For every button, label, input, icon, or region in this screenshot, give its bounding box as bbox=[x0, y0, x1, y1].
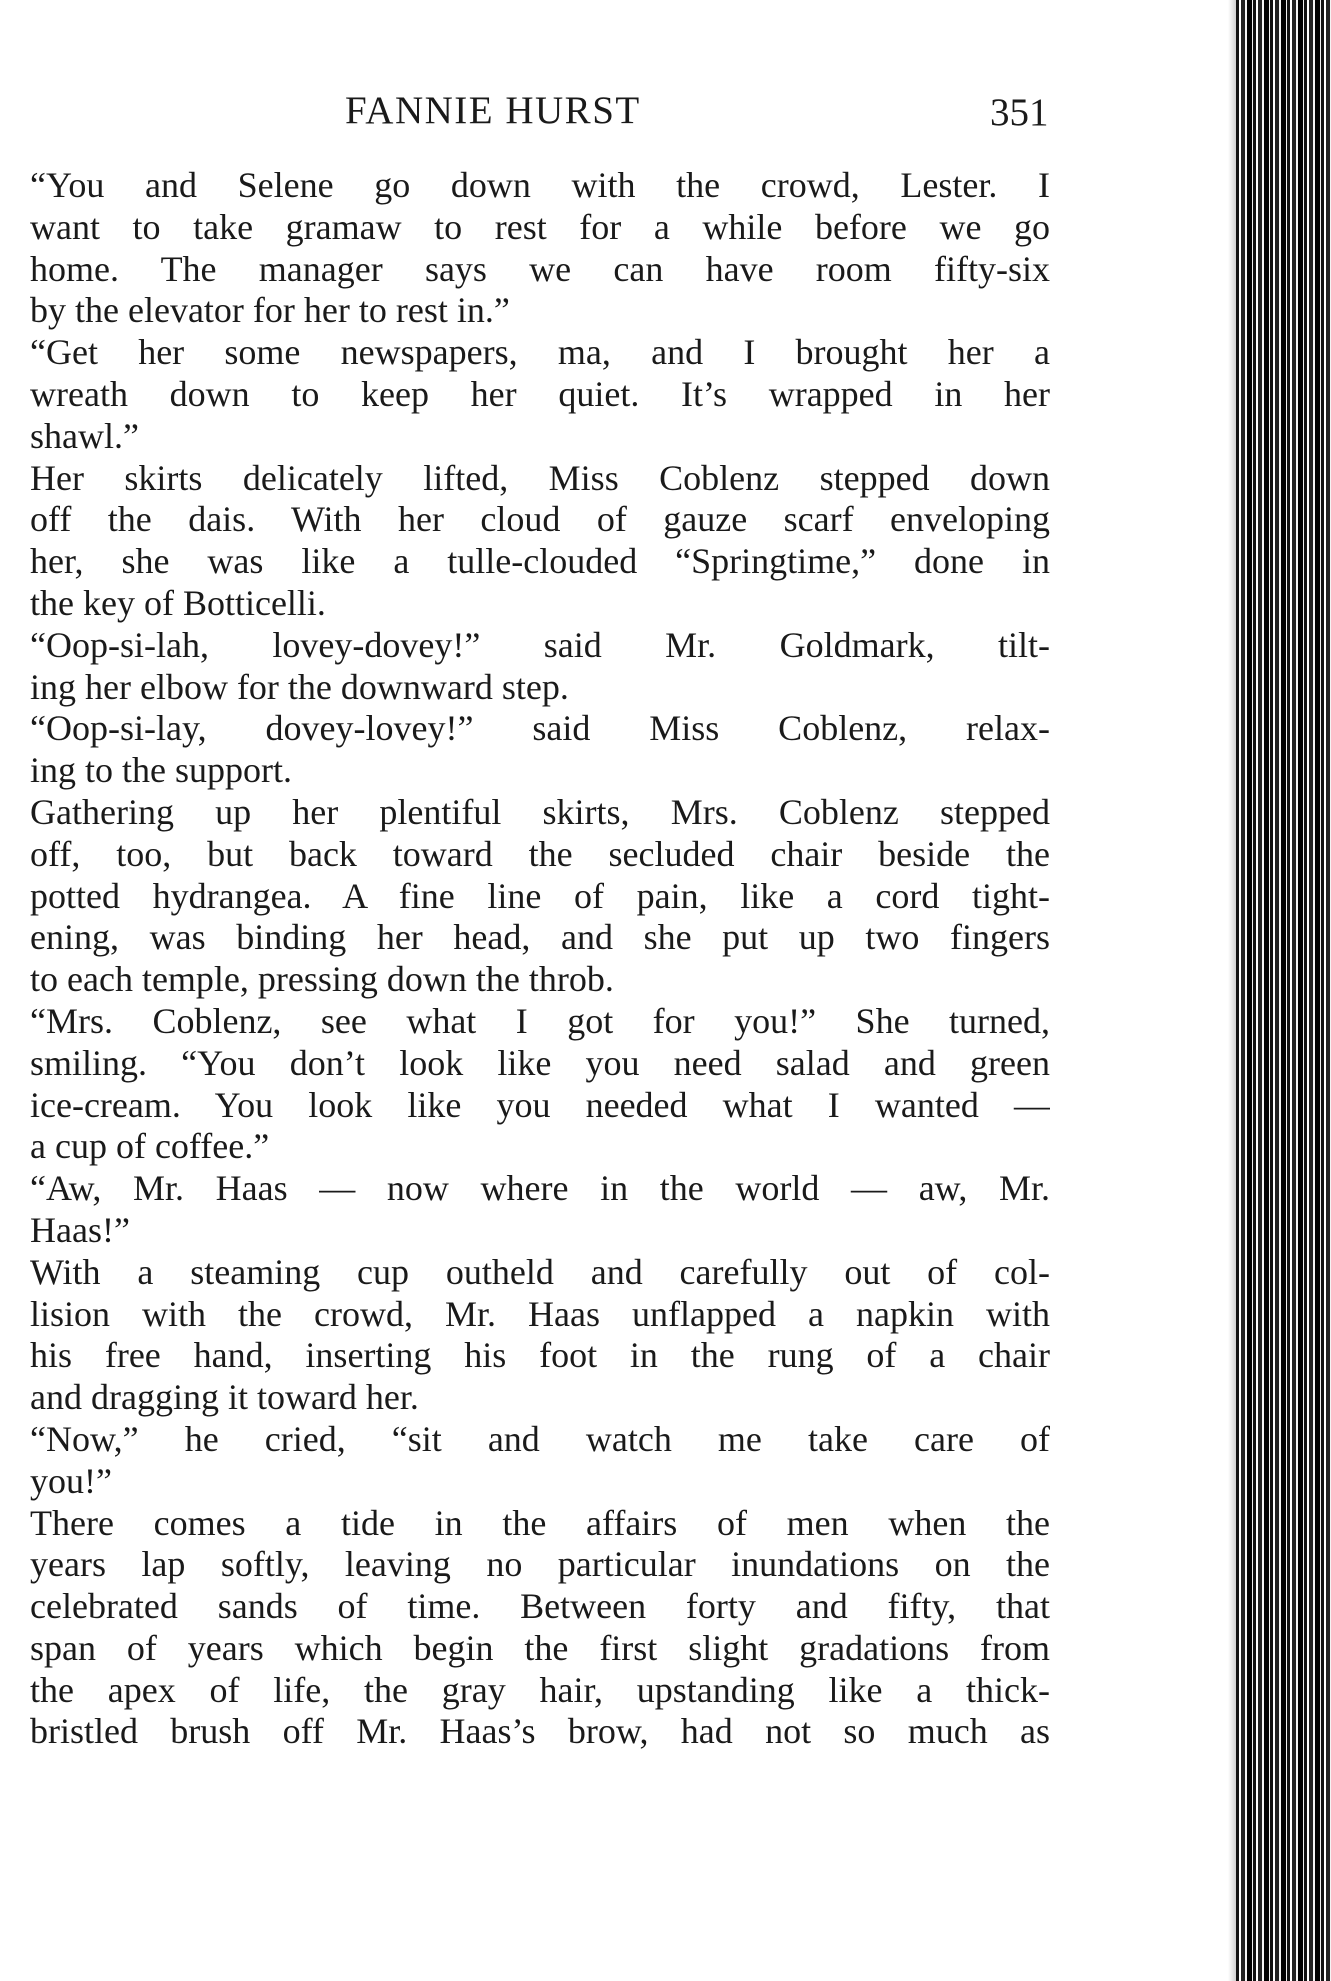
text-line: “Aw, Mr. Haas — now where in the world — aw, Mr. bbox=[30, 1168, 1050, 1209]
text-line: ing to the support. bbox=[30, 750, 292, 791]
text-line: the apex of life, the gray hair, upstanding like a thick- bbox=[30, 1669, 1050, 1710]
text-line: Her skirts delicately lifted, Miss Coblenz stepped down bbox=[30, 457, 1050, 498]
text-line: a cup of coffee.” bbox=[30, 1126, 270, 1167]
running-head bbox=[30, 88, 1060, 138]
text-line: “Now,” he cried, “sit and watch me take care of bbox=[30, 1418, 1050, 1459]
text-line: “Oop-si-lay, dovey-lovey!” said Miss Coblenz, relax- bbox=[30, 708, 1050, 749]
text-line: “Mrs. Coblenz, see what I got for you!” She turned, bbox=[30, 1000, 1050, 1041]
running-head-author: FANNIE HURST bbox=[345, 89, 641, 132]
text-line: “You and Selene go down with the crowd, Lester. I bbox=[30, 165, 1050, 205]
text-line: want to take gramaw to rest for a while before we go bbox=[30, 206, 1050, 247]
page-number: 351 bbox=[990, 91, 1049, 134]
text-line: her, she was like a tulle-clouded “Springtime,” done in bbox=[30, 541, 1050, 582]
text-line: potted hydrangea. A fine line of pain, like a cord tight- bbox=[30, 875, 1050, 916]
text-line: lision with the crowd, Mr. Haas unflapped a napkin with bbox=[30, 1293, 1050, 1334]
text-line: ening, was binding her head, and she put up two fingers bbox=[30, 917, 1050, 958]
text-line: years lap softly, leaving no particular inundations on the bbox=[30, 1544, 1050, 1585]
text-line: ing her elbow for the downward step. bbox=[30, 666, 569, 707]
text-line: you!” bbox=[30, 1460, 112, 1501]
text-line: shawl.” bbox=[30, 415, 139, 456]
text-line: home. The manager says we can have room fifty-six bbox=[30, 248, 1050, 289]
text-line: his free hand, inserting his foot in the rung of a chair bbox=[30, 1335, 1050, 1376]
text-line: Gathering up her plentiful skirts, Mrs. Coblenz stepped bbox=[30, 791, 1050, 832]
text-line: the key of Botticelli. bbox=[30, 582, 326, 623]
text-line: to each temple, pressing down the throb. bbox=[30, 959, 614, 1000]
binding-shadow bbox=[1228, 0, 1236, 1981]
text-line: off, too, but back toward the secluded chair beside the bbox=[30, 833, 1050, 874]
text-line: Haas!” bbox=[30, 1209, 130, 1250]
book-binding-edge bbox=[1236, 0, 1331, 1981]
text-line: celebrated sands of time. Between forty and fifty, that bbox=[30, 1586, 1050, 1627]
text-line: and dragging it toward her. bbox=[30, 1377, 419, 1418]
text-line: smiling. “You don’t look like you need salad and green bbox=[30, 1042, 1050, 1083]
text-line: span of years which begin the first slight gradations from bbox=[30, 1627, 1050, 1668]
text-line: by the elevator for her to rest in.” bbox=[30, 290, 510, 331]
text-line: ice-cream. You look like you needed what I wanted — bbox=[30, 1084, 1050, 1125]
text-line: “Get her some newspapers, ma, and I brought her a bbox=[30, 332, 1050, 373]
text-line: There comes a tide in the affairs of men when the bbox=[30, 1502, 1050, 1543]
text-line: wreath down to keep her quiet. It’s wrapped in her bbox=[30, 373, 1050, 414]
text-line: “Oop-si-lah, lovey-dovey!” said Mr. Goldmark, tilt- bbox=[30, 624, 1050, 665]
text-line: off the dais. With her cloud of gauze scarf enveloping bbox=[30, 499, 1050, 540]
text-line: bristled brush off Mr. Haas’s brow, had not so much as bbox=[30, 1711, 1050, 1752]
body-text bbox=[30, 165, 1050, 1753]
text-line: With a steaming cup outheld and carefully out of col- bbox=[30, 1251, 1050, 1292]
